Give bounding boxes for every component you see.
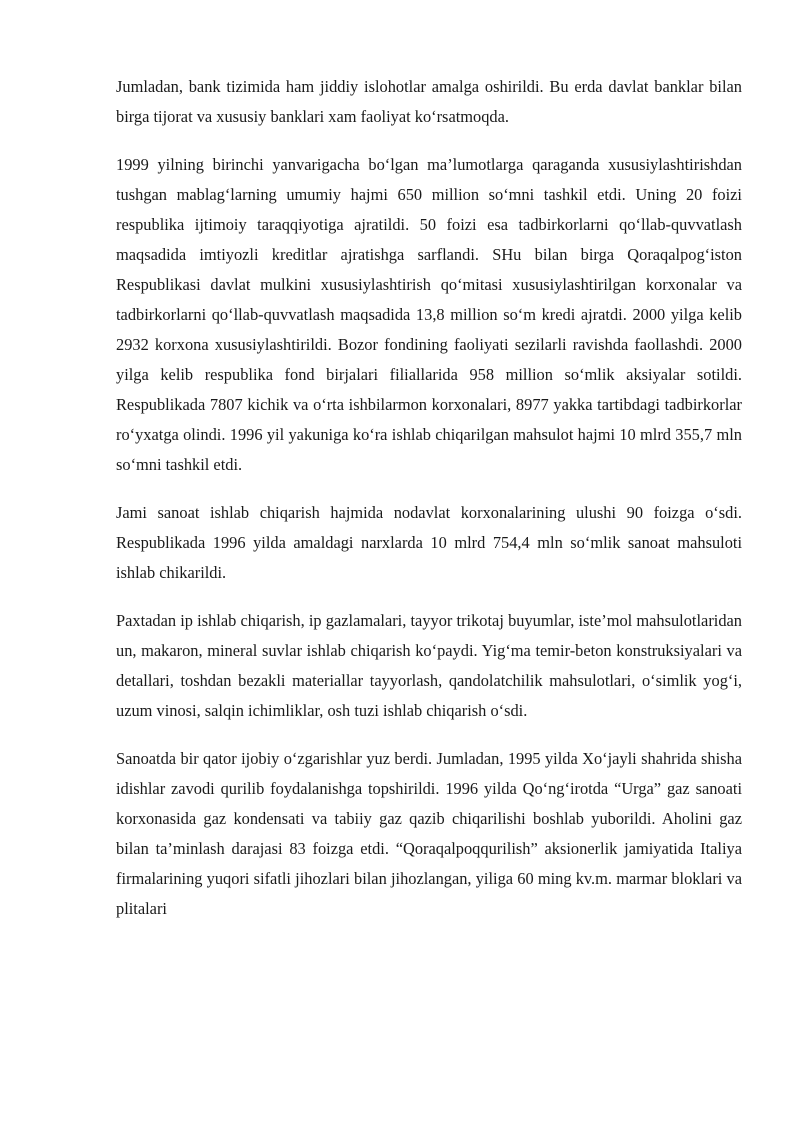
paragraph-4: Paxtadan ip ishlab chiqarish, ip gazlamalari, tayyor trikotaj buyumlar, iste’mol mahsulotlaridan un, makaron, mineral suvlar ishlab chiqarish ko‘paydi. Yig‘ma temir-beton konstruksiyalari va detallari, toshdan bezakli materiallar tayyorlash, qandolatchilik mahsulotlari, o‘simlik yog‘i, uzum vinosi, salqin ichimliklar, osh tuzi ishlab chiqarish o‘sdi. — [116, 611, 742, 720]
paragraph-1: Jumladan, bank tizimida ham jiddiy islohotlar amalga oshirildi. Bu erda davlat banklar bilan birga tijorat va xususiy banklari xam faoliyat ko‘rsatmoqda. — [116, 77, 742, 126]
paragraph-3: Jami sanoat ishlab chiqarish hajmida nodavlat korxonalarining ulushi 90 foizga o‘sdi. Respublikada 1996 yilda amaldagi narxlarda 10 mlrd 754,4 mln so‘mlik sanoat mahsuloti ishlab chikarildi. — [116, 503, 742, 582]
body-text — [116, 72, 742, 942]
paragraph-2: 1999 yilning birinchi yanvarigacha bo‘lgan ma’lumotlarga qaraganda xususiylashtirishdan tushgan mablag‘larning umumiy hajmi 650 million so‘mni tashkil etdi. Uning 20 foizi respublika ijtimoiy taraqqiyotiga ajratildi. 50 foizi esa tadbirkorlarni qo‘llab-quvvatlash maqsadida imtiyozli kreditlar ajratishga sarflandi. SHu bilan birga Qoraqalpog‘iston Respublikasi davlat mulkini xususiylashtirish qo‘mitasi xususiylashtirilgan korxonalar va tadbirkorlarni qo‘llab-quvvatlash maqsadida 13,8 million so‘m kredi ajratdi. 2000 yilga kelib 2932 korxona xususiylashtirildi. Bozor fondining faoliyati sezilarli ravishda faollashdi. 2000 yilga kelib respublika fond birjalari filiallarida 958 million so‘mlik aksiyalar sotildi. Respublikada 7807 kichik va o‘rta ishbilarmon korxonalari, 8977 yakka tartibdagi tadbirkorlar ro‘yxatga olindi. 1996 yil yakuniga ko‘ra ishlab chiqarilgan mahsulot hajmi 10 mlrd 355,7 mln so‘mni tashkil etdi. — [116, 155, 742, 474]
paragraph-5: Sanoatda bir qator ijobiy o‘zgarishlar yuz berdi. Jumladan, 1995 yilda Xo‘jayli shahrida shisha idishlar zavodi qurilib foydalanishga topshirildi. 1996 yilda Qo‘ng‘irotda “Urga” gaz sanoati korxonasida gaz kondensati va tabiiy gaz qazib chiqarilishi boshlab yuborildi. Aholini gaz bilan ta’minlash darajasi 83 foizga etdi. “Qoraqalpoqqurilish” aksionerlik jamiyatida Italiya firmalarining yuqori sifatli jihozlari bilan jihozlangan, yiliga 60 ming kv.m. marmar bloklari va plitalari — [116, 749, 742, 918]
